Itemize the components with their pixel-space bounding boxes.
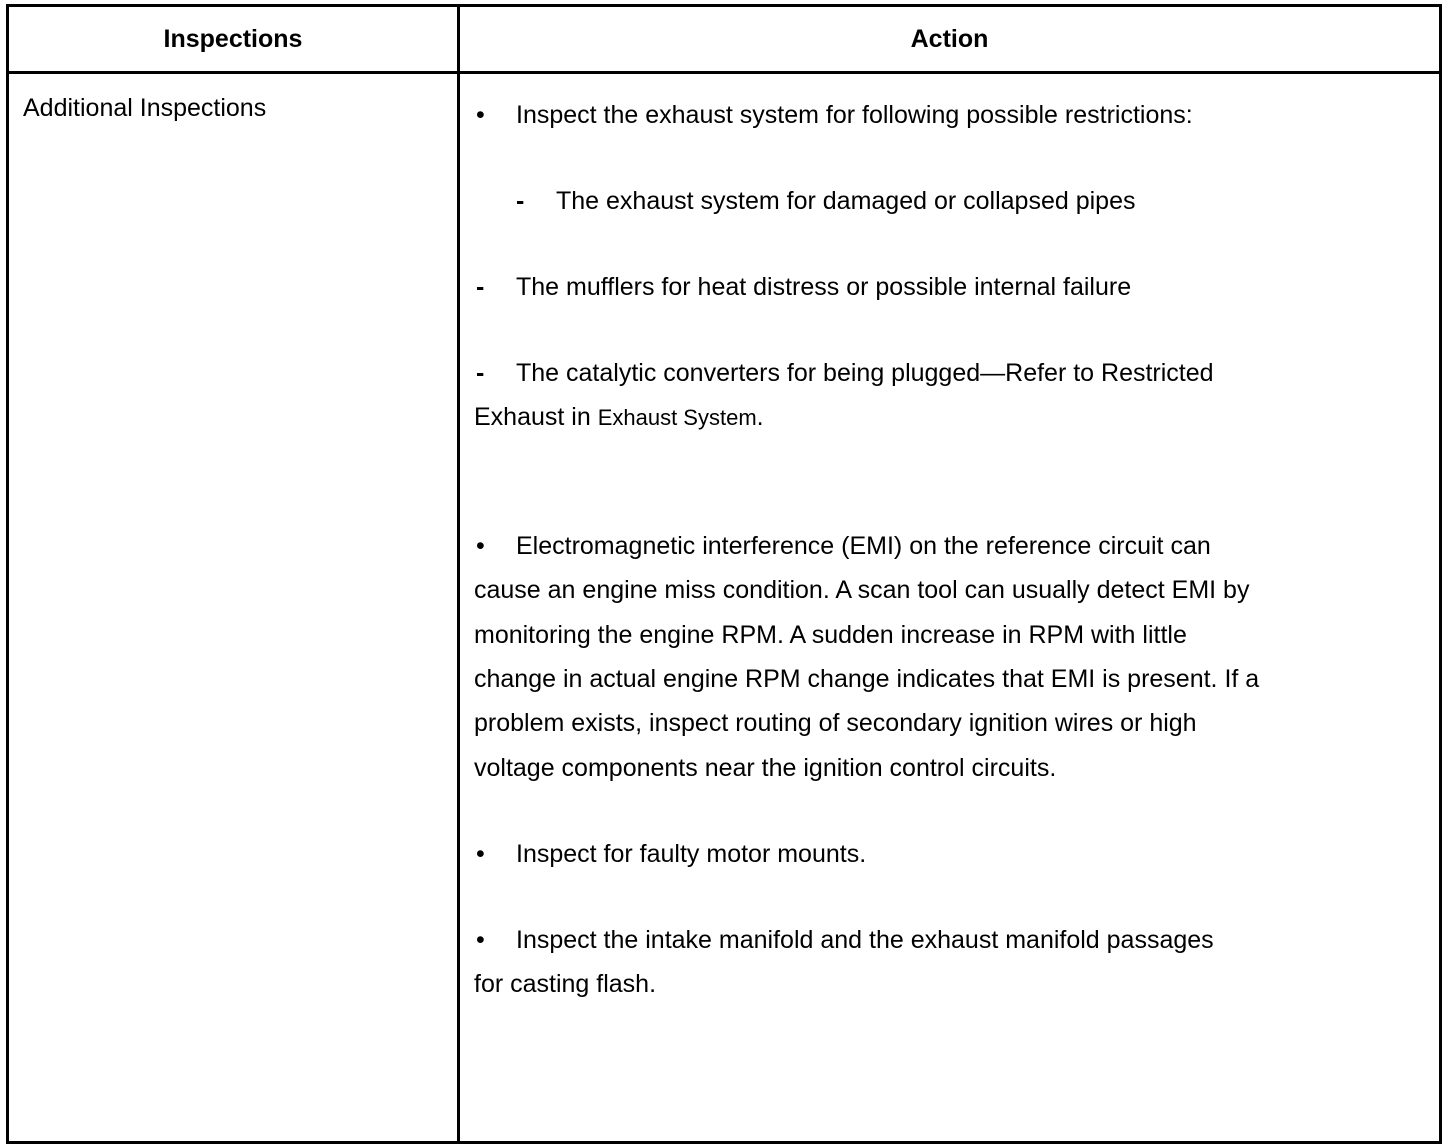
action-text: The catalytic converters for being plugged—Refer to Restricted (516, 359, 1214, 387)
action-text: . (756, 403, 764, 431)
action-text: problem exists, inspect routing of secondary ignition wires or high (474, 709, 1197, 737)
action-text: Inspect the exhaust system for following possible restrictions: (516, 101, 1193, 129)
action-item-casting-flash (474, 918, 1374, 962)
action-item-emi-line (474, 613, 1374, 657)
header-divider (9, 71, 1439, 74)
action-item-emi-line (474, 746, 1374, 790)
action-subitem-pipes (514, 179, 1414, 223)
inspection-table (6, 4, 1442, 1144)
action-text: voltage components near the ignition control circuits. (474, 754, 1057, 782)
action-item-emi-line (474, 701, 1374, 745)
header-inspections: Inspections (163, 25, 303, 53)
bullet-marker: • (476, 840, 485, 868)
action-item-emi-line (474, 568, 1374, 612)
column-divider (457, 7, 460, 1141)
action-text: Inspect for faulty motor mounts. (516, 840, 867, 868)
inspection-cell: Additional Inspections (23, 94, 267, 122)
action-subitem-mufflers (474, 265, 1374, 309)
action-item-motor-mounts (474, 832, 1374, 876)
exhaust-system-reference-link[interactable]: Exhaust System (597, 405, 757, 430)
action-text: Exhaust in (474, 403, 598, 431)
action-subitem-catalytic-cont (474, 395, 1374, 440)
dash-marker: - (476, 359, 485, 387)
action-text: Electromagnetic interference (EMI) on the reference circuit can (516, 532, 1211, 560)
action-text: The mufflers for heat distress or possible internal failure (516, 273, 1132, 301)
action-text: The exhaust system for damaged or collapsed pipes (556, 187, 1136, 215)
action-text: cause an engine miss condition. A scan tool can usually detect EMI by (474, 576, 1250, 604)
action-item-emi-line (474, 657, 1374, 701)
action-text: for casting flash. (474, 970, 657, 998)
action-subitem-catalytic (474, 351, 1374, 395)
action-text: change in actual engine RPM change indicates that EMI is present. If a (474, 665, 1260, 693)
bullet-marker: • (476, 101, 485, 129)
action-item-casting-flash-cont (474, 962, 1374, 1006)
dash-marker: - (476, 273, 485, 301)
action-item-exhaust-restrictions (474, 93, 1374, 137)
header-action: Action (910, 25, 989, 53)
dash-marker: - (516, 187, 525, 215)
action-text: monitoring the engine RPM. A sudden increase in RPM with little (474, 621, 1187, 649)
bullet-marker: • (476, 532, 485, 560)
bullet-marker: • (476, 926, 485, 954)
action-item-emi (474, 524, 1374, 568)
action-text: Inspect the intake manifold and the exhaust manifold passages (516, 926, 1214, 954)
